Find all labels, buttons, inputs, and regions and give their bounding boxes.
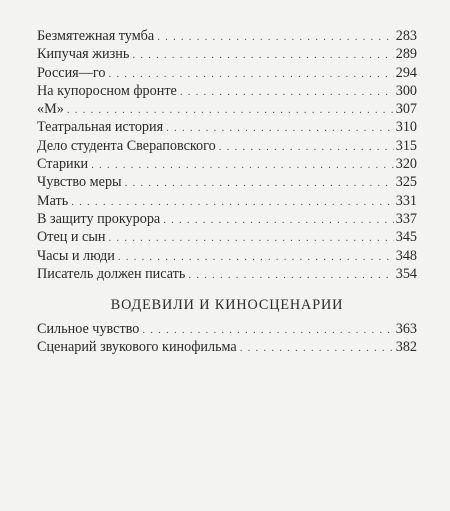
- dot-leader: [157, 28, 394, 46]
- toc-entry-page: 363: [395, 321, 417, 338]
- toc-entry-title: Дело студента Свераповского: [37, 137, 216, 154]
- dot-leader: [125, 174, 394, 192]
- toc-entry-page: 283: [395, 28, 417, 44]
- toc-entry: [37, 27, 417, 45]
- toc-entry-title: «М»: [37, 101, 64, 118]
- toc-entry-page: 307: [395, 101, 417, 118]
- toc-entry: [37, 265, 417, 283]
- toc-entry: [37, 82, 417, 100]
- toc-entry: [37, 320, 417, 338]
- toc-entry: [37, 247, 417, 265]
- toc-entry-title: Чувство меры: [37, 174, 122, 191]
- toc-entry-title: Сценарий звукового кинофильма: [37, 339, 237, 356]
- toc-entry-page: 337: [395, 210, 417, 227]
- toc-entry-title: Кипучая жизнь: [37, 46, 130, 63]
- toc-entry-page: 310: [395, 119, 417, 136]
- toc-entry-title: В защиту прокурора: [37, 210, 161, 227]
- dot-leader: [240, 339, 394, 357]
- toc-entry-title: Писатель должен писать: [37, 265, 186, 282]
- dot-leader: [91, 156, 394, 174]
- dot-leader: [180, 83, 394, 101]
- toc-entry: [37, 64, 417, 82]
- dot-leader: [71, 193, 394, 211]
- toc-entry-page: 382: [395, 339, 417, 356]
- toc-list: [37, 27, 417, 283]
- toc-entry: [37, 173, 417, 191]
- toc-entry-page: 315: [395, 137, 417, 154]
- toc-entry-title: Сильное чувство: [37, 321, 140, 338]
- section-heading: ВОДЕВИЛИ И КИНОСЦЕНАРИИ: [110, 297, 344, 314]
- toc-entry: [37, 155, 417, 173]
- toc-entry-title: Театральная история: [37, 119, 164, 136]
- dot-leader: [142, 321, 393, 339]
- toc-entry-title: Отец и сын: [37, 229, 106, 246]
- table-of-contents: [37, 27, 417, 357]
- toc-entry-title: Старики: [37, 156, 89, 173]
- dot-leader: [67, 101, 394, 119]
- toc-entry-page: 345: [395, 229, 417, 246]
- dot-leader: [108, 65, 393, 83]
- toc-entry-title: Безмятежная тумба: [37, 28, 155, 44]
- toc-entry: [37, 45, 417, 63]
- toc-entry-page: 348: [395, 247, 417, 264]
- toc-entry-title: На купоросном фронте: [37, 82, 177, 99]
- section-toc-list: [37, 320, 417, 357]
- toc-entry: [37, 100, 417, 118]
- toc-entry-title: Часы и люди: [37, 247, 115, 264]
- toc-entry-page: 354: [395, 265, 417, 282]
- dot-leader: [166, 119, 394, 137]
- toc-entry-title: Мать: [37, 192, 69, 209]
- toc-entry-page: 320: [395, 156, 417, 173]
- toc-entry-page: 300: [395, 82, 417, 99]
- toc-entry: [37, 192, 417, 210]
- dot-leader: [132, 46, 393, 64]
- toc-entry-title: Россия—го: [37, 64, 106, 81]
- dot-leader: [163, 211, 393, 229]
- dot-leader: [219, 138, 394, 156]
- dot-leader: [108, 229, 393, 247]
- toc-entry: [37, 137, 417, 155]
- toc-entry: [37, 210, 417, 228]
- toc-entry-page: 325: [395, 174, 417, 191]
- toc-entry-page: 331: [395, 192, 417, 209]
- toc-entry-page: 294: [395, 64, 417, 81]
- toc-entry: [37, 338, 417, 356]
- dot-leader: [188, 266, 393, 284]
- toc-entry-page: 289: [395, 46, 417, 63]
- toc-entry: [37, 118, 417, 136]
- dot-leader: [118, 248, 394, 266]
- toc-entry: [37, 228, 417, 246]
